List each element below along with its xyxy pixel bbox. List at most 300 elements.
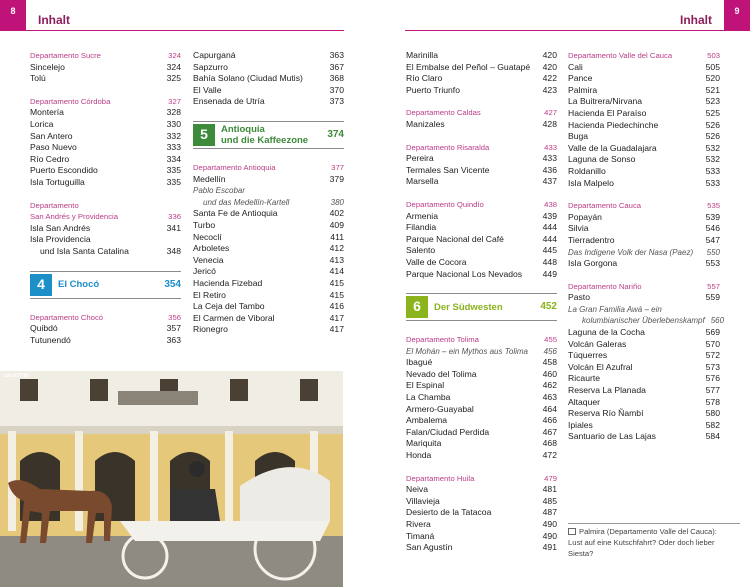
toc-entry: [568, 131, 720, 143]
entry-label: Filandia: [406, 222, 437, 233]
entry-page: 520: [705, 73, 720, 84]
department-heading: [406, 334, 557, 346]
department-heading: [568, 281, 720, 293]
toc-entry: [30, 165, 181, 177]
entry-label: Tutunendó: [30, 334, 71, 345]
toc-entry: [568, 304, 720, 316]
toc-entry: [568, 362, 720, 374]
department-page: 356: [168, 312, 181, 322]
toc-entry: [406, 531, 557, 543]
entry-page: 559: [705, 292, 720, 303]
toc-entry: [406, 496, 557, 508]
entry-label: Sapzurro: [193, 61, 228, 72]
entry-label: Salento: [406, 245, 436, 256]
toc-entry: [568, 154, 720, 166]
toc-entry: [568, 212, 720, 224]
toc-entry: [406, 380, 557, 392]
toc-entry: [30, 177, 181, 189]
toc-entry: [193, 62, 344, 74]
entry-page: 402: [329, 208, 344, 219]
chapter-heading: [406, 293, 557, 321]
entry-page: 458: [542, 357, 557, 368]
entry-label: Parque Nacional Los Nevados: [406, 268, 523, 279]
spacer: [406, 280, 557, 291]
entry-page: 437: [542, 176, 557, 187]
department-name: Departamento Sucre: [30, 51, 101, 60]
entry-page: 553: [705, 258, 720, 269]
toc-entry: [568, 143, 720, 155]
department-name: Departamento Cauca: [568, 201, 642, 211]
chapter-number-badge: 5: [193, 124, 215, 146]
entry-page: 472: [542, 450, 557, 461]
toc-entry: [30, 119, 181, 131]
entry-label: Parque Nacional del Café: [406, 233, 504, 244]
entry-label: Isla Tortuguilla: [30, 176, 85, 187]
department-heading: [30, 211, 181, 223]
chapter-title-line: und die Kaffeezone: [221, 134, 309, 146]
department-name: Departamento Valle del Cauca: [568, 51, 673, 60]
department-heading: [406, 473, 557, 485]
entry-label: Río Cedro: [30, 153, 70, 164]
entry-page: 444: [542, 222, 557, 233]
toc-entry: [406, 415, 557, 427]
entry-label: Valle de Cocora: [406, 256, 467, 267]
toc-column-right-2: [568, 50, 725, 443]
entry-label: La Buitrera/Nirvana: [568, 96, 643, 107]
entry-label: Termales San Vicente: [406, 164, 490, 175]
entry-page: 582: [705, 419, 720, 430]
entry-label: Nevado del Tolima: [406, 368, 477, 379]
header-title: Inhalt: [680, 13, 712, 27]
entry-page: 414: [329, 266, 344, 277]
toc-entry: [406, 245, 557, 257]
entry-page: 422: [542, 73, 557, 84]
entry-label: Montería: [30, 107, 64, 118]
chapter-heading: [30, 271, 181, 299]
entry-label: Villavieja: [406, 495, 440, 506]
toc-entry: [568, 292, 720, 304]
entry-label: Turbo: [193, 219, 216, 230]
entry-page: 550: [706, 247, 720, 257]
entry-label: Santuario de Las Lajas: [568, 431, 656, 442]
entry-page: 532: [705, 154, 720, 165]
entry-label: Falan/Ciudad Perdida: [406, 426, 490, 437]
right-header: [405, 0, 750, 31]
toc-entry: [30, 335, 181, 347]
toc-entry: [568, 258, 720, 270]
entry-page: 505: [705, 61, 720, 72]
entry-page: 373: [329, 96, 344, 107]
toc-entry: [406, 357, 557, 369]
entry-label: Timaná: [406, 530, 435, 541]
toc-entry: [193, 313, 344, 325]
entry-label: Roldanillo: [568, 165, 606, 176]
entry-label: El Carmen de Viboral: [193, 312, 275, 323]
entry-page: 380: [330, 197, 344, 207]
chapter-title: [221, 124, 327, 146]
entry-page: 348: [166, 245, 181, 256]
spacer: [406, 188, 557, 199]
toc-entry: [406, 392, 557, 404]
entry-page: 328: [166, 107, 181, 118]
entry-page: 413: [329, 254, 344, 265]
page-number: 9: [724, 0, 750, 31]
entry-page: 370: [329, 84, 344, 95]
toc-entry: [568, 315, 725, 327]
toc-entry: [568, 350, 720, 362]
entry-page: 412: [329, 243, 344, 254]
entry-page: 462: [542, 380, 557, 391]
entry-page: 526: [705, 131, 720, 142]
department-heading: [406, 199, 557, 211]
department-page: 557: [707, 281, 720, 291]
entry-label: La Ceja del Tambo: [193, 301, 265, 312]
entry-label: Laguna de la Cocha: [568, 327, 645, 338]
entry-page: 379: [329, 173, 344, 184]
toc-entry: [406, 176, 557, 188]
toc-entry: [406, 269, 557, 281]
chapter-page: 354: [164, 278, 181, 290]
department-heading: [193, 162, 344, 174]
entry-label: Lorica: [30, 118, 54, 129]
entry-label: Armero-Guayabal: [406, 403, 474, 414]
toc-entry: [193, 255, 344, 267]
department-name: Departamento Nariño: [568, 281, 642, 291]
entry-label: Puerto Triunfo: [406, 84, 460, 95]
spacer: [406, 323, 557, 334]
entry-label: Hacienda Piedechinche: [568, 119, 659, 130]
entry-label: Armenia: [406, 210, 438, 221]
entry-label: Marsella: [406, 176, 439, 187]
entry-label: San Antero: [30, 130, 73, 141]
entry-page: 456: [543, 346, 557, 356]
toc-entry: [30, 107, 181, 119]
entry-page: 325: [166, 73, 181, 84]
entry-label: Hacienda El Paraíso: [568, 107, 647, 118]
entry-page: 490: [542, 519, 557, 529]
department-name: Departamento Huila: [406, 473, 475, 483]
photo-caption: [568, 523, 740, 559]
toc-entry: [406, 450, 557, 462]
department-page: 433: [544, 142, 557, 152]
entry-label: Ensenada de Utría: [193, 96, 265, 107]
entry-page: 433: [542, 153, 557, 164]
entry-label: Manizales: [406, 118, 445, 129]
entry-label: Ipiales: [568, 419, 593, 430]
department-page: 479: [544, 473, 557, 483]
toc-entry: [193, 85, 344, 97]
entry-page: 415: [329, 277, 344, 288]
entry-page: 463: [542, 392, 557, 403]
spacer: [30, 301, 181, 312]
entry-page: 324: [166, 61, 181, 72]
toc-entry: [406, 85, 557, 97]
toc-entry: [30, 223, 181, 235]
entry-label: Medellín: [193, 173, 226, 184]
entry-label: Túquerres: [568, 350, 608, 361]
department-page: 377: [331, 162, 344, 172]
toc-entry: [568, 108, 720, 120]
entry-label: Reserva Río Ñambí: [568, 408, 644, 419]
entry-label: San Agustín: [406, 542, 453, 553]
toc-entry: [193, 73, 344, 85]
toc-entry: [193, 174, 344, 186]
entry-label: Hacienda Fizebad: [193, 277, 263, 288]
entry-page: 363: [329, 50, 344, 60]
entry-label: Bahía Solano (Ciudad Mutis): [193, 73, 303, 84]
entry-page: 368: [329, 73, 344, 84]
toc-entry: [406, 519, 557, 531]
toc-entry: [30, 62, 181, 74]
entry-label: Isla San Andrés: [30, 222, 91, 233]
carriage-photo: [0, 371, 343, 587]
entry-page: 560: [710, 316, 725, 326]
entry-page: 569: [705, 327, 720, 338]
entry-page: 572: [705, 350, 720, 361]
entry-label: Neiva: [406, 484, 428, 495]
entry-label: Capurganá: [193, 50, 236, 60]
entry-label: Ambalema: [406, 415, 448, 426]
toc-entry: [568, 339, 720, 351]
department-name: Departamento Caldas: [406, 108, 481, 118]
entry-page: 577: [705, 385, 720, 396]
entry-page: 481: [542, 484, 557, 495]
chapter-number-badge: 6: [406, 296, 428, 318]
entry-label: Volcán El Azufral: [568, 361, 633, 372]
department-name: San Andrés y Providencia: [30, 212, 119, 222]
entry-page: 578: [705, 396, 720, 407]
toc-entry: [406, 50, 557, 62]
toc-entry: [406, 211, 557, 223]
entry-label: Ricaurte: [568, 373, 600, 384]
header-title: Inhalt: [38, 13, 70, 27]
toc-entry: [193, 266, 344, 278]
entry-label: Ibagué: [406, 357, 433, 368]
entry-label: Rivera: [406, 519, 431, 529]
toc-entry: [193, 185, 344, 197]
entry-page: 341: [166, 222, 181, 233]
entry-page: 491: [542, 542, 557, 553]
department-page: 438: [544, 199, 557, 209]
entry-page: 428: [542, 118, 557, 129]
department-heading: [30, 312, 181, 324]
spacer: [30, 189, 181, 200]
entry-page: 436: [542, 164, 557, 175]
entry-page: 416: [329, 301, 344, 312]
entry-page: 367: [329, 61, 344, 72]
toc-entry: [568, 385, 720, 397]
entry-page: 357: [166, 323, 181, 334]
entry-label: El Retiro: [193, 289, 226, 300]
entry-page: 333: [166, 142, 181, 153]
chapter-title-line: Antioquia: [221, 123, 265, 135]
entry-label: Cali: [568, 61, 583, 72]
entry-label: Isla Gorgona: [568, 258, 618, 269]
entry-page: 576: [705, 373, 720, 384]
photo-credit: cdo-037 Bi: [3, 373, 29, 379]
toc-entry: [406, 542, 557, 554]
toc-column-left-2: [193, 50, 344, 336]
entry-page: 332: [166, 130, 181, 141]
toc-entry: [193, 50, 344, 62]
entry-label: Laguna de Sonso: [568, 154, 636, 165]
entry-page: 464: [542, 403, 557, 414]
entry-label: Santa Fe de Antioquia: [193, 208, 278, 219]
entry-page: 445: [542, 245, 557, 256]
left-header: [0, 0, 344, 31]
spacer: [193, 151, 344, 162]
toc-entry: [568, 178, 720, 190]
toc-entry: [193, 220, 344, 232]
entry-page: 539: [705, 211, 720, 222]
photo-illustration: [0, 371, 343, 587]
entry-label: Quibdó: [30, 323, 58, 334]
entry-page: 526: [705, 119, 720, 130]
entry-label: El Mohán – ein Mythos aus Tolima: [406, 346, 528, 356]
department-heading: [30, 96, 181, 108]
department-heading: [568, 50, 720, 62]
entry-label: Venecia: [193, 254, 224, 265]
toc-entry: [193, 208, 344, 220]
department-name: Departamento Tolima: [406, 335, 479, 345]
entry-label: Arboletes: [193, 243, 230, 254]
caption-line: Lust auf eine Kutschfahrt? Oder doch lieber Siesta?: [568, 538, 715, 558]
entry-page: 411: [330, 231, 344, 242]
entry-label: Jericó: [193, 266, 216, 277]
entry-page: 448: [542, 256, 557, 267]
entry-label: Buga: [568, 131, 589, 142]
toc-entry: [568, 235, 720, 247]
department-heading: Departamento: [30, 200, 79, 210]
toc-entry: [568, 73, 720, 85]
toc-entry: [193, 290, 344, 302]
toc-entry: [30, 73, 181, 85]
entry-page: 580: [705, 408, 720, 419]
toc-entry: [568, 247, 720, 259]
entry-page: 363: [166, 334, 181, 345]
entry-page: 409: [329, 219, 344, 230]
toc-entry: [30, 323, 181, 335]
toc-entry: [193, 324, 344, 336]
toc-entry: [568, 408, 720, 420]
entry-label: Das Indigene Volk der Nasa (Paez): [568, 247, 694, 257]
entry-page: 460: [542, 368, 557, 379]
spacer: [568, 270, 720, 281]
entry-page: 523: [705, 96, 720, 107]
entry-label: Popayán: [568, 211, 602, 222]
toc-entry: [568, 327, 720, 339]
spacer: [406, 131, 557, 142]
caption-line: Palmira (Departamento Valle del Cauca):: [579, 527, 717, 536]
entry-page: 490: [542, 530, 557, 541]
entry-page: 417: [329, 324, 344, 335]
toc-entry: [406, 62, 557, 74]
toc-entry: [193, 232, 344, 244]
toc-entry: [568, 85, 720, 97]
chapter-page: 374: [327, 129, 344, 141]
department-page: 336: [168, 212, 181, 222]
spacer: [30, 258, 181, 269]
entry-label: La Gran Familia Awá – ein: [568, 304, 662, 314]
entry-page: 485: [542, 495, 557, 506]
department-heading: [406, 107, 557, 119]
entry-label: Pablo Escobar: [193, 186, 246, 196]
department-heading: [406, 142, 557, 154]
department-page: 535: [707, 201, 720, 211]
toc-column-left-1: [30, 50, 181, 346]
toc-column-right-1: [406, 50, 557, 554]
entry-page: 335: [166, 165, 181, 176]
entry-page: 423: [542, 84, 557, 95]
toc-entry: [30, 234, 181, 246]
page-number: 8: [0, 0, 26, 31]
entry-label: kolumbianischer Überlebenskampf: [582, 316, 705, 326]
toc-entry: [406, 507, 557, 519]
toc-entry: [406, 404, 557, 416]
entry-page: 521: [705, 84, 720, 95]
toc-entry: [406, 119, 557, 131]
department-page: 503: [707, 51, 720, 60]
spacer: [568, 189, 720, 200]
toc-entry: [30, 246, 181, 258]
department-name: Departamento Quindío: [406, 199, 484, 209]
entry-label: El Valle: [193, 84, 222, 95]
chapter-title: El Chocó: [58, 279, 100, 290]
toc-entry: [568, 223, 720, 235]
entry-label: und das Medellín-Kartell: [203, 197, 290, 207]
department-name: Departamento Antioquia: [193, 162, 276, 172]
toc-entry: [406, 153, 557, 165]
entry-label: Valle de la Guadalajara: [568, 142, 657, 153]
entry-label: Tierradentro: [568, 234, 615, 245]
toc-entry: [193, 96, 344, 108]
entry-page: 415: [329, 289, 344, 300]
entry-label: Mariquita: [406, 438, 442, 449]
spacer: [193, 108, 344, 119]
entry-label: Honda: [406, 450, 432, 461]
entry-label: Altaquer: [568, 396, 601, 407]
toc-entry: [30, 131, 181, 143]
entry-page: 335: [166, 176, 181, 187]
toc-entry: [568, 431, 720, 443]
entry-label: Silvia: [568, 223, 589, 234]
toc-entry: [193, 301, 344, 313]
department-page: 327: [168, 96, 181, 106]
department-name: Departamento Córdoba: [30, 96, 111, 106]
entry-label: und Isla Santa Catalina: [40, 245, 129, 256]
entry-label: Reserva La Planada: [568, 385, 646, 396]
toc-entry: [406, 165, 557, 177]
toc-entry: [406, 369, 557, 381]
chapter-heading: [193, 121, 344, 149]
entry-page: 420: [542, 61, 557, 72]
toc-entry: [406, 234, 557, 246]
toc-entry: [406, 346, 557, 358]
toc-entry: [193, 197, 344, 209]
spacer: [30, 85, 181, 96]
department-page: 324: [168, 51, 181, 60]
toc-entry: [406, 427, 557, 439]
entry-label: Río Claro: [406, 73, 443, 84]
entry-page: 570: [705, 338, 720, 349]
chapter-number-badge: 4: [30, 274, 52, 296]
department-page: 427: [544, 108, 557, 118]
entry-label: Tolú: [30, 73, 46, 84]
department-name: Departamento Risaralda: [406, 142, 490, 152]
entry-page: 466: [542, 415, 557, 426]
entry-label: Paso Nuevo: [30, 142, 77, 153]
entry-label: Pereira: [406, 153, 434, 164]
